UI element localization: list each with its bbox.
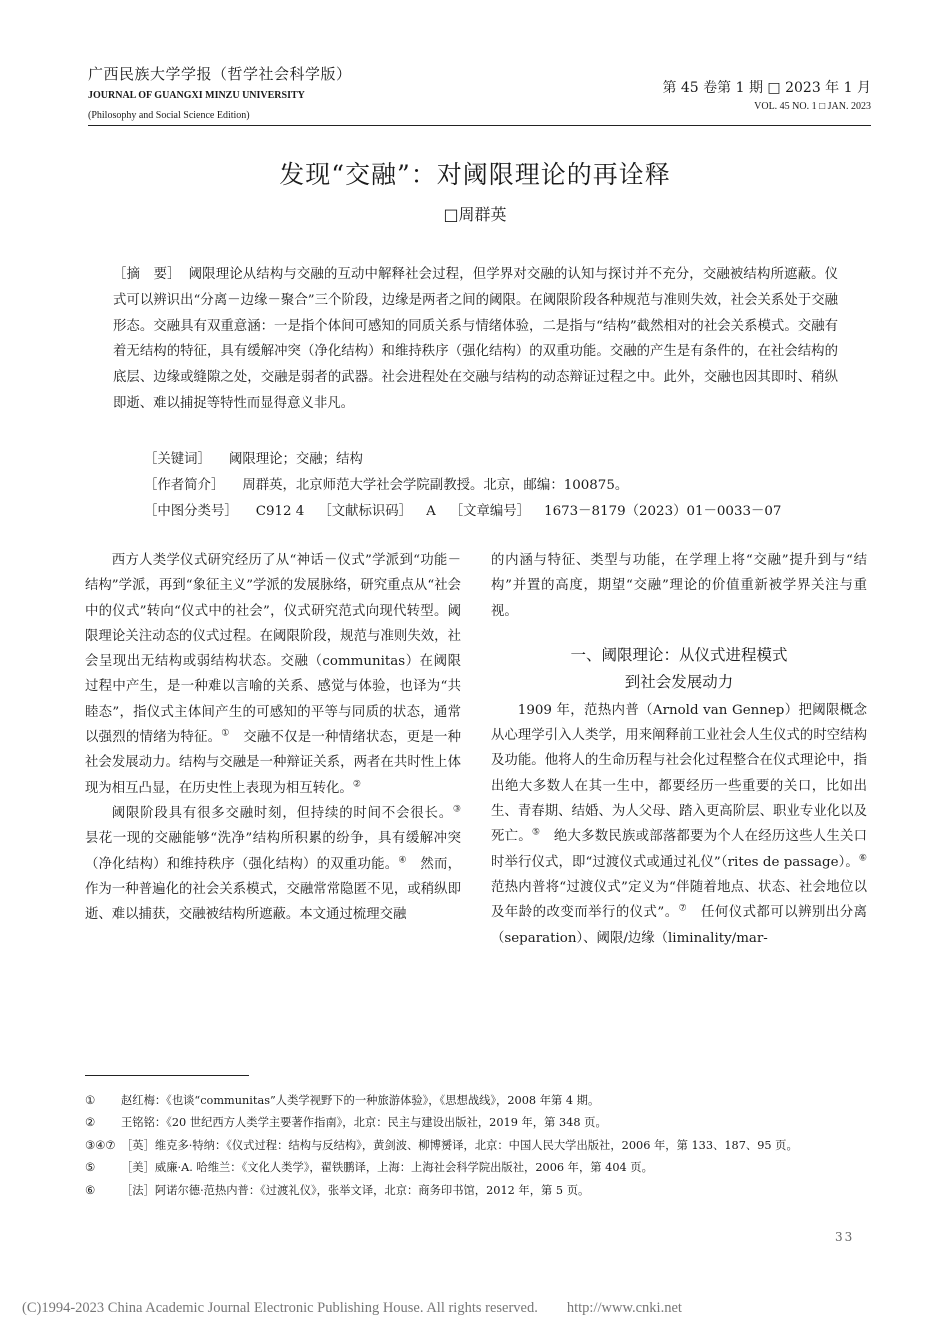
page-number: 33 xyxy=(835,1230,855,1244)
abstract-text: 阈限理论从结构与交融的互动中解释社会过程，但学界对交融的认知与探讨并不充分，交融被结构所遮蔽。仪式可以辨识出“分离－边缘－聚合”三个阶段，边缘是两者之间的阈限。在阈限阶段各种规范与准则失效，社会关系处于交融形态。交融具有双重意涵：一是指个体间可感知的同质关系与情绪体验，二是指与“结构”截然相对的社会关系模式。交融有着无结构的特征，具有缓解冲突（净化结构）和维持秩序（强化结构）的双重功能。交融的产生是有条件的，在社会结构的底层、边缘或缝隙之处，交融是弱者的武器。社会进程处在交融与结构的动态辩证过程之中。此外，交融也因其即时、稍纵即逝、难以捕捉等特性而显得意义非凡。 xyxy=(113,267,838,411)
footnote-ref[interactable]: ⑤ xyxy=(531,827,541,838)
footnote: ③④⑦ ［英］维克多·特纳：《仪式过程：结构与反结构》，黄剑波、柳博赟译，北京：中国人民大学出版社，2006 年，第 133、187、95 页。 xyxy=(85,1138,798,1152)
article-number: 1673－8179（2023）01－0033－07 xyxy=(544,504,782,519)
footnote-ref[interactable]: ③ xyxy=(452,804,461,815)
header-divider xyxy=(88,125,871,126)
journal-edition-en: (Philosophy and Social Science Edition) xyxy=(88,110,250,121)
journal-title-en: JOURNAL OF GUANGXI MINZU UNIVERSITY xyxy=(88,90,305,101)
footnote-ref[interactable]: ⑥ xyxy=(858,853,867,864)
article-author: □周群英 xyxy=(443,205,507,224)
author-bio xyxy=(144,474,628,493)
body-column-left xyxy=(85,548,461,927)
issue-info-en: VOL. 45 NO. 1 □ JAN. 2023 xyxy=(754,101,871,112)
footnote-ref[interactable]: ⑦ xyxy=(678,903,688,914)
issue-info-cn: 第 45 卷第 1 期 □ 2023 年 1 月 xyxy=(662,80,871,96)
footnote: ① 赵红梅：《也谈“communitas”人类学视野下的一种旅游体验》，《思想战线》，2008 年第 4 期。 xyxy=(85,1094,600,1107)
footnote-ref[interactable]: ④ xyxy=(398,855,407,866)
footnotes xyxy=(85,1090,875,1202)
paragraph: 阈限阶段具有很多交融时刻，但持续的时间不会很长。③ 昙花一现的交融能够“洗净”结构所积累的纷争，具有缓解冲突（净化结构）和维持秩序（强化结构）的双重功能。④ 然而，作为一种普遍化的社会关系模式，交融常常隐匿不见，或稍纵即逝、难以捕获，交融被结构所遮蔽。本文通过梳理交融 xyxy=(85,804,462,923)
clc-code: C912 4 xyxy=(255,504,305,519)
article-title: 发现“交融”：对阈限理论的再诠释 xyxy=(279,160,671,189)
doc-code: A xyxy=(426,504,436,519)
clc-label: ［中图分类号］ xyxy=(144,504,238,519)
body-column-right xyxy=(491,548,867,951)
keywords xyxy=(144,448,363,467)
author-bio-label: ［作者简介］ xyxy=(144,478,225,493)
author-bio-text: 周群英，北京师范大学社会学院副教授。北京，邮编：100875。 xyxy=(242,478,629,493)
keywords-text: 阈限理论；交融；结构 xyxy=(228,452,363,467)
paragraph: 西方人类学仪式研究经历了从“神话－仪式”学派到“功能－结构”学派，再到“象征主义”学派的发展脉络，研究重点从“社会中的仪式”转向“仪式中的社会”，仪式研究范式向现代转型。阈限理论关注动态的仪式过程。在阈限阶段，规范与准则失效，社会呈现出无结构或弱结构状态。交融（communitas）在阈限过程中产生，是一种难以言喻的关系、感觉与体验，也译为“共睦态”，指仪式主体间产生的可感知的平等与同质的状态，通常以强烈的情绪为特征。① 交融不仅是一种情绪状态，更是一种社会发展动力。结构与交融是一种辩证关系，两者在共时性上体现为相互凸显，在历史性上表现为相互转化。② xyxy=(85,553,462,796)
doc-code-label: ［文献标识码］ xyxy=(318,504,413,519)
footnote: ⑤ ［美］威廉·A. 哈维兰：《文化人类学》，翟铁鹏译，上海：上海社会科学院出版社，2006 年，第 404 页。 xyxy=(85,1161,653,1175)
journal-title-cn: 广西民族大学学报（哲学社会科学版） xyxy=(88,65,352,83)
abstract xyxy=(113,262,838,417)
article-number-label: ［文章编号］ xyxy=(449,504,531,519)
footnote-divider xyxy=(85,1075,249,1076)
paragraph: 1909 年，范热内普（Arnold van Gennep）把阈限概念从心理学引入人类学，用来阐释前工业社会人生仪式的时空结构及功能。他将人的生命历程与社会化过程整合在仪式理论中，指出绝大多数人在其一生中，都要经历一些重要的关口，比如出生、青春期、结婚、为人父母、踏入更高阶层、职业专业化以及死亡。⑤ 绝大多数民族或部落都要为个人在经历这些人生关口时举行仪式，即“过渡仪式或通过礼仪”（rites de passage）。⑥ 范热内普将“过渡仪式”定义为“伴随着地点、状态、社会地位以及年龄的改变而举行的仪式”。⑦ 任何仪式都可以辨别出分离（separation）、阈限/边缘（liminality/mar- xyxy=(491,702,868,946)
footnote-ref[interactable]: ① xyxy=(221,728,230,739)
classification xyxy=(144,500,781,519)
footnote-ref[interactable]: ② xyxy=(352,779,361,790)
footnote: ⑥ ［法］阿诺尔德·范热内普：《过渡礼仪》，张举文译，北京：商务印书馆，2012 年，第 5 页。 xyxy=(85,1183,590,1197)
paragraph-continued: 的内涵与特征、类型与功能，在学理上将“交融”提升到与“结构”并置的高度，期望“交融”理论的价值重新被学界关注与重视。 xyxy=(491,553,867,619)
footnote: ② 王铭铭：《20 世纪西方人类学主要著作指南》，北京：民主与建设出版社，2019 年，第 348 页。 xyxy=(85,1116,607,1130)
copyright-watermark: (C)1994-2023 China Academic Journal Electronic Publishing House. All rights reserved. http://www.cnki.net xyxy=(22,1300,682,1316)
abstract-label: ［摘 要］ xyxy=(113,267,181,282)
section-heading: 一、阈限理论：从仪式进程模式 到社会发展动力 xyxy=(570,645,788,691)
keywords-label: ［关键词］ xyxy=(144,452,211,467)
